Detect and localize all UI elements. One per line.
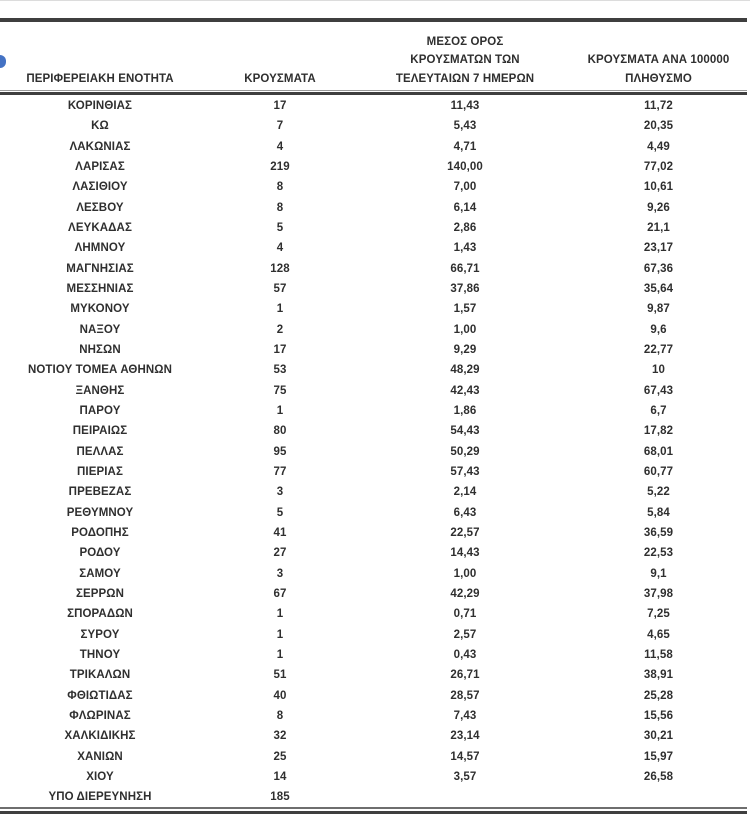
cell-region: ΡΟΔΟΥ: [79, 547, 121, 560]
cell-per100k: 37,98: [643, 588, 674, 601]
cell-avg7: 140,00: [447, 161, 483, 174]
table-header-row: [0, 26, 747, 89]
table-row: [0, 218, 747, 238]
cell-cases: 25: [273, 750, 287, 763]
column-header-line: ΠΛΗΘΥΣΜΟ: [625, 72, 692, 85]
cell-region: ΜΥΚΟΝΟΥ: [70, 303, 130, 316]
cell-per100k: 9,1: [650, 567, 667, 580]
cell-per100k: 21,1: [647, 222, 670, 235]
cell-avg7: 50,29: [450, 445, 480, 458]
table-row: [0, 259, 747, 279]
cell-region: ΣΥΡΟΥ: [80, 628, 120, 641]
table-row: [0, 482, 747, 502]
column-header-cases: [200, 70, 360, 90]
cell-per100k: 67,36: [643, 262, 674, 275]
cell-avg7: 2,14: [453, 486, 477, 499]
cell-region: ΜΑΓΝΗΣΙΑΣ: [66, 262, 134, 275]
table-row: [0, 137, 747, 157]
cell-per100k: 9,87: [647, 303, 670, 316]
cell-per100k: 15,97: [643, 750, 674, 763]
cell-region: ΞΑΝΘΗΣ: [75, 384, 125, 397]
cell-per100k: 7,25: [647, 608, 670, 621]
table-row: [0, 726, 747, 746]
column-header-line: ΤΕΛΕΥΤΑΙΩΝ 7 ΗΜΕΡΩΝ: [395, 72, 535, 85]
cell-per100k: 17,82: [643, 425, 674, 438]
cell-avg7: 1,43: [453, 242, 477, 255]
cell-avg7: 7,00: [453, 181, 477, 194]
cell-region: ΛΑΡΙΣΑΣ: [75, 161, 125, 174]
cell-cases: 17: [273, 344, 287, 357]
cell-cases: 1: [276, 303, 284, 316]
cell-region: ΣΠΟΡΑΔΩΝ: [67, 608, 133, 621]
cell-region: ΣΕΡΡΩΝ: [75, 588, 125, 601]
cell-cases: 8: [276, 181, 284, 194]
table-top-border: [0, 18, 747, 22]
top-hairline: [0, 0, 750, 1]
table-row: [0, 706, 747, 726]
cell-per100k: 6,7: [650, 405, 667, 418]
cell-cases: 3: [276, 567, 284, 580]
cell-region: ΛΕΣΒΟΥ: [76, 201, 124, 214]
cell-cases: 1: [276, 405, 284, 418]
cell-avg7: 22,57: [450, 527, 480, 540]
column-header-line: ΚΡΟΥΣΜΑΤΑ ΑΝΑ 100000: [587, 54, 730, 66]
cell-per100k: 20,35: [643, 120, 674, 133]
cell-per100k: 4,65: [647, 628, 670, 641]
table-row: [0, 523, 747, 543]
cell-region: ΠΑΡΟΥ: [79, 405, 121, 418]
cell-per100k: 9,26: [647, 201, 670, 214]
cell-region: ΥΠΟ ΔΙΕΡΕΥΝΗΣΗ: [48, 791, 152, 804]
cell-cases: 27: [273, 547, 287, 560]
cell-cases: 8: [276, 710, 284, 722]
cell-avg7: 54,43: [450, 425, 480, 438]
cell-avg7: 11,43: [450, 100, 480, 113]
cell-cases: 67: [273, 588, 287, 601]
cell-avg7: 66,71: [450, 262, 480, 275]
table-row: [0, 462, 747, 482]
cell-avg7: 0,43: [453, 649, 477, 662]
cell-cases: 3: [276, 486, 284, 499]
cell-cases: 1: [276, 608, 284, 621]
table-body: [0, 96, 747, 807]
cell-avg7: 26,71: [450, 669, 480, 682]
cell-region: ΦΛΩΡΙΝΑΣ: [69, 710, 131, 722]
cell-cases: 219: [270, 161, 290, 174]
table-row: [0, 787, 747, 807]
cell-cases: 57: [273, 283, 287, 296]
table-row: [0, 96, 747, 116]
cell-per100k: 5,84: [647, 506, 670, 519]
cell-region: ΦΘΙΩΤΙΔΑΣ: [67, 689, 133, 702]
table-row: [0, 421, 747, 441]
cell-region: ΚΟΡΙΝΘΙΑΣ: [67, 100, 133, 113]
cell-per100k: 77,02: [643, 161, 674, 174]
cell-avg7: 1,86: [453, 405, 477, 418]
cell-per100k: 11,58: [644, 649, 673, 662]
bottom-border-thick: [0, 811, 747, 814]
cell-per100k: 10,61: [643, 181, 674, 194]
cell-region: ΛΑΚΩΝΙΑΣ: [69, 140, 131, 153]
table-row: [0, 543, 747, 563]
cell-cases: 95: [273, 445, 287, 458]
cell-cases: 41: [273, 527, 287, 540]
cell-region: ΤΗΝΟΥ: [79, 649, 121, 662]
table-row: [0, 503, 747, 523]
cell-cases: 53: [273, 364, 287, 377]
cell-region: ΠΡΕΒΕΖΑΣ: [68, 486, 132, 499]
table-row: [0, 198, 747, 218]
cell-avg7: 6,14: [453, 201, 477, 214]
cell-avg7: 42,29: [450, 588, 480, 601]
cell-region: ΡΕΘΥΜΝΟΥ: [66, 506, 134, 519]
column-header-line: ΠΕΡΙΦΕΡΕΙΑΚΗ ΕΝΟΤΗΤΑ: [26, 72, 174, 85]
cell-region: ΧΑΛΚΙΔΙΚΗΣ: [64, 730, 136, 743]
cell-cases: 80: [273, 425, 287, 438]
cell-cases: 1: [276, 628, 284, 641]
cell-avg7: 3,57: [453, 770, 477, 783]
table-row: [0, 157, 747, 177]
cell-per100k: 60,77: [643, 466, 674, 479]
cell-avg7: 9,29: [453, 344, 477, 357]
cell-region: ΠΕΛΛΑΣ: [76, 445, 124, 458]
table-row: [0, 299, 747, 319]
cell-cases: 185: [270, 791, 290, 804]
cell-avg7: 4,71: [453, 140, 477, 153]
table-row: [0, 584, 747, 604]
cell-avg7: 7,43: [453, 710, 477, 722]
cell-region: ΠΕΙΡΑΙΩΣ: [72, 425, 128, 438]
cell-cases: 8: [276, 201, 284, 214]
cell-per100k: 35,64: [643, 283, 674, 296]
cell-cases: 77: [273, 466, 287, 479]
column-header-line: ΚΡΟΥΣΜΑΤΑ: [244, 72, 316, 85]
cell-per100k: 38,91: [643, 669, 674, 682]
cell-cases: 32: [273, 730, 287, 743]
cell-cases: 51: [273, 669, 287, 682]
table-row: [0, 442, 747, 462]
cell-avg7: 57,43: [450, 466, 480, 479]
table-row: [0, 177, 747, 197]
cell-avg7: 1,00: [453, 567, 477, 580]
table-row: [0, 320, 747, 340]
cell-cases: 128: [270, 262, 290, 275]
cell-cases: 17: [273, 100, 287, 113]
cell-cases: 4: [276, 242, 284, 255]
table-row: [0, 747, 747, 767]
cell-avg7: 48,29: [450, 364, 480, 377]
cell-per100k: 4,49: [647, 140, 670, 153]
cell-region: ΣΑΜΟΥ: [79, 567, 121, 580]
cell-cases: 40: [273, 689, 287, 702]
cell-region: ΝΑΞΟΥ: [79, 323, 121, 336]
cell-region: ΛΕΥΚΑΔΑΣ: [68, 222, 132, 235]
cell-cases: 75: [273, 384, 287, 397]
cell-per100k: 15,56: [643, 710, 674, 722]
cell-region: ΝΟΤΙΟΥ ΤΟΜΕΑ ΑΘΗΝΩΝ: [27, 364, 173, 377]
cell-cases: 7: [276, 120, 284, 133]
cell-avg7: 14,43: [450, 547, 480, 560]
cell-region: ΛΗΜΝΟΥ: [74, 242, 126, 255]
cell-per100k: 36,59: [643, 527, 674, 540]
cell-per100k: 22,77: [643, 344, 674, 357]
cell-avg7: 28,57: [450, 689, 480, 702]
table-row: [0, 279, 747, 299]
cell-per100k: 5,22: [647, 486, 670, 499]
cell-avg7: 14,57: [450, 750, 480, 763]
table-row: [0, 238, 747, 258]
table-row: [0, 686, 747, 706]
cell-region: ΧΑΝΙΩΝ: [77, 750, 123, 763]
cell-per100k: 26,58: [643, 770, 674, 783]
column-header-region: [0, 70, 200, 90]
header-underline-thick: [0, 92, 747, 95]
table-bottom-border: [0, 807, 747, 814]
table-row: [0, 604, 747, 624]
table-row: [0, 564, 747, 584]
cell-region: ΝΗΣΩΝ: [79, 344, 121, 357]
cell-per100k: 30,21: [643, 730, 674, 743]
table-row: [0, 625, 747, 645]
cell-cases: 5: [276, 506, 284, 519]
table-row: [0, 381, 747, 401]
table-row: [0, 401, 747, 421]
cell-per100k: 22,53: [643, 547, 674, 560]
table-row: [0, 340, 747, 360]
cell-per100k: 68,01: [643, 445, 674, 458]
cell-avg7: 1,57: [453, 303, 477, 316]
column-header-per100k: [570, 51, 747, 89]
cell-region: ΤΡΙΚΑΛΩΝ: [69, 669, 131, 682]
cell-region: ΜΕΣΣΗΝΙΑΣ: [66, 283, 134, 296]
cell-per100k: 9,6: [650, 323, 667, 336]
cell-avg7: 0,71: [453, 608, 477, 621]
cell-region: ΧΙΟΥ: [86, 770, 114, 783]
cell-cases: 2: [276, 323, 284, 336]
cell-avg7: 6,43: [453, 506, 477, 519]
cell-cases: 4: [276, 140, 284, 153]
table-row: [0, 767, 747, 787]
cell-cases: 1: [276, 649, 284, 662]
cell-region: ΡΟΔΟΠΗΣ: [71, 527, 129, 540]
cell-avg7: 37,86: [450, 283, 480, 296]
cell-per100k: 25,28: [643, 689, 674, 702]
column-header-line: ΜΕΣΟΣ ΟΡΟΣ: [426, 35, 504, 48]
cell-cases: 14: [273, 770, 287, 783]
table-row: [0, 665, 747, 685]
cell-region: ΚΩ: [91, 120, 109, 133]
cell-per100k: 11,72: [644, 100, 673, 113]
column-header-avg7: [360, 33, 570, 90]
cell-avg7: 42,43: [450, 384, 480, 397]
cell-avg7: 2,86: [453, 222, 477, 235]
cell-cases: 5: [276, 222, 284, 235]
cell-region: ΛΑΣΙΘΙΟΥ: [72, 181, 128, 194]
cell-region: ΠΙΕΡΙΑΣ: [77, 466, 123, 479]
cell-per100k: 23,17: [643, 242, 674, 255]
cell-avg7: 23,14: [450, 730, 480, 743]
column-header-line: ΚΡΟΥΣΜΑΤΩΝ ΤΩΝ: [410, 54, 520, 66]
table-row: [0, 116, 747, 136]
cell-avg7: 5,43: [453, 120, 477, 133]
cell-avg7: 2,57: [453, 628, 477, 641]
cell-per100k: 67,43: [643, 384, 674, 397]
table-row: [0, 645, 747, 665]
cell-per100k: 10: [652, 364, 665, 377]
cell-avg7: 1,00: [453, 323, 477, 336]
table-row: [0, 360, 747, 380]
